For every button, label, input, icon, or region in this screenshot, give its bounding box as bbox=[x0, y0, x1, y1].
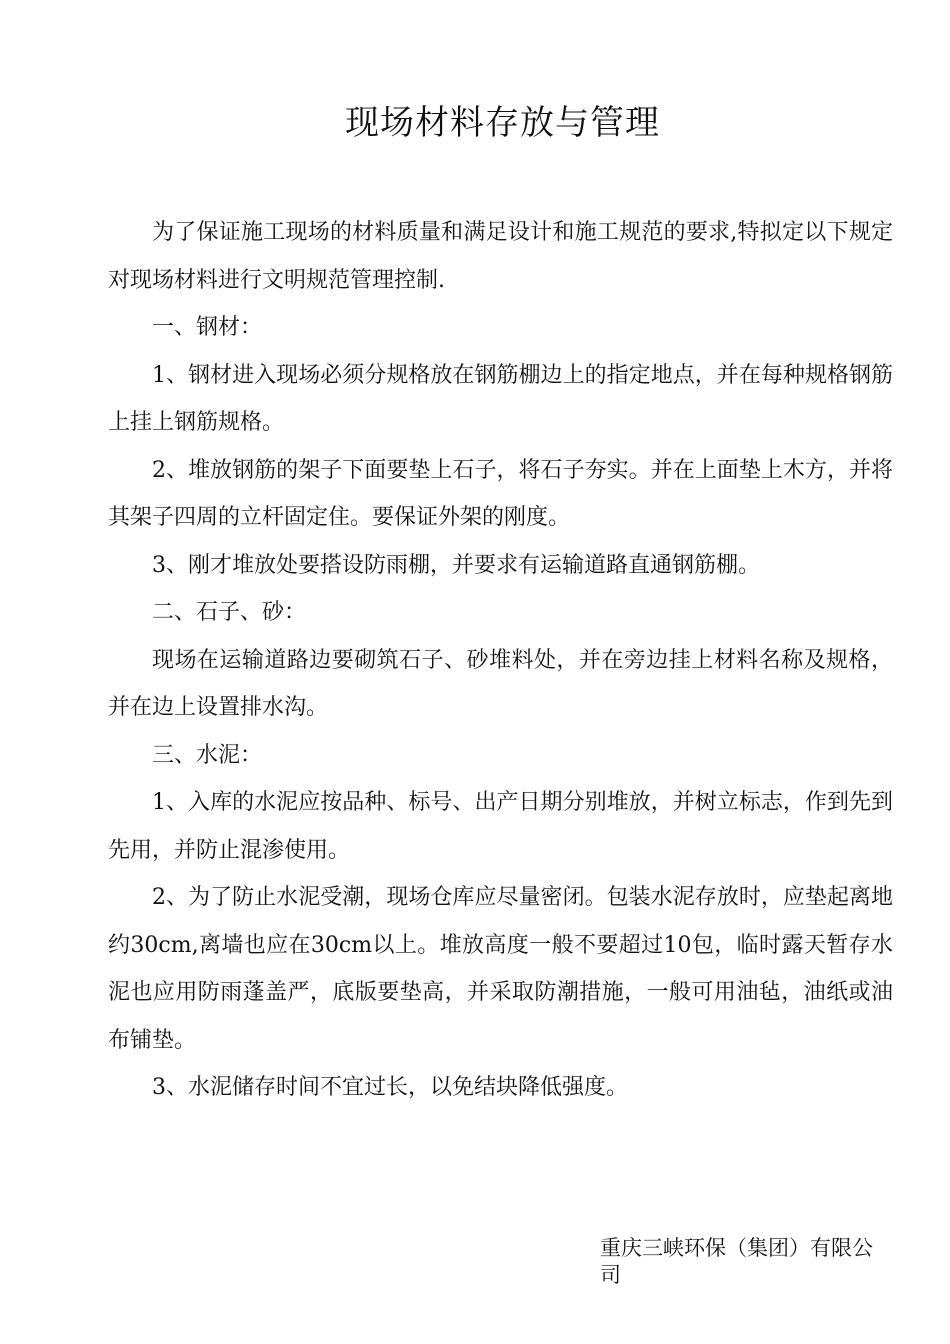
document-body bbox=[108, 209, 893, 1112]
intro-paragraph: 为了保证施工现场的材料质量和满足设计和施工规范的要求,特拟定以下规定对现场材料进行文明规范管理控制. bbox=[108, 220, 893, 293]
section-paragraph: 2、为了防止水泥受潮，现场仓库应尽量密闭。包装水泥存放时，应垫起离地约30cm,离墙也应在30cm以上。堆放高度一般不要超过10包，临时露天暂存水泥也应用防雨蓬盖严，底版要垫高，并采取防潮措施，一般可用油毡，油纸或油布铺垫。 bbox=[108, 885, 893, 1053]
page-title: 现场材料存放与管理 bbox=[345, 103, 660, 143]
section-paragraph: 1、入库的水泥应按品种、标号、出产日期分别堆放，并树立标志，作到先到先用，并防止混渗使用。 bbox=[108, 790, 893, 863]
section-heading: 二、石子、砂： bbox=[152, 600, 307, 625]
section-heading: 三、水泥： bbox=[152, 742, 263, 768]
section-paragraph: 3、刚才堆放处要搭设防雨棚，并要求有运输道路直通钢筋棚。 bbox=[152, 552, 760, 578]
section-paragraph: 现场在运输道路边要砌筑石子、砂堆料处，并在旁边挂上材料名称及规格，并在边上设置排水沟。 bbox=[108, 647, 893, 720]
signature: 重庆三峡环保（集团）有限公司 bbox=[600, 1236, 873, 1287]
section-heading: 一、钢材： bbox=[152, 315, 263, 340]
section-paragraph: 1、钢材进入现场必须分规格放在钢筋棚边上的指定地点，并在每种规格钢筋上挂上钢筋规格。 bbox=[108, 362, 893, 435]
section-paragraph: 3、水泥储存时间不宜过长，以免结块降低强度。 bbox=[152, 1075, 628, 1100]
section-paragraph: 2、堆放钢筋的架子下面要垫上石子，将石子夯实。并在上面垫上木方，并将其架子四周的立杆固定住。要保证外架的刚度。 bbox=[108, 457, 893, 530]
